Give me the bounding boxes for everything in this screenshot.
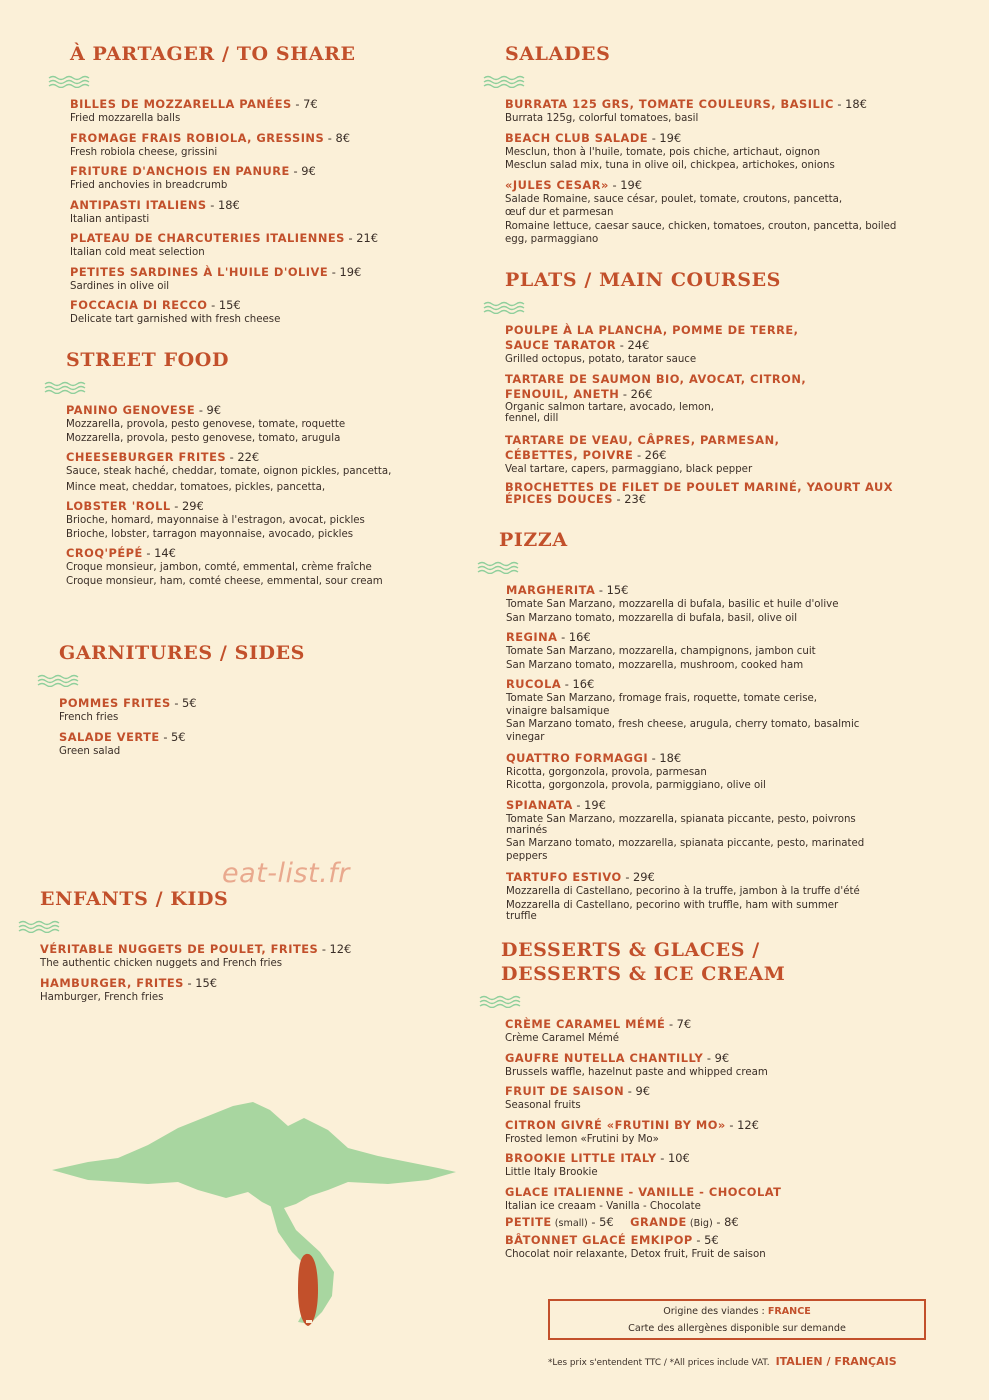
item-desc: Little Italy Brookie	[505, 1167, 598, 1178]
item-name: MARGHERITA	[506, 583, 596, 597]
item-desc: Mozzarella, provola, pesto genovese, tomate, roquette	[66, 419, 346, 430]
item-price: - 5€	[170, 696, 197, 710]
item-price: - 15€	[207, 298, 241, 312]
size-petite-price: - 5€	[587, 1215, 614, 1229]
language-label: ITALIEN / FRANÇAIS	[775, 1355, 897, 1368]
wave-icon	[48, 74, 90, 88]
item-desc: Mesclun salad mix, tuna in olive oil, chickpea, artichokes, onions	[505, 160, 835, 171]
menu-list	[40, 942, 351, 1004]
menu-item	[506, 583, 864, 625]
item-name: RUCOLA	[506, 677, 562, 691]
meat-origin	[550, 1303, 924, 1320]
item-desc: Romaine lettuce, caesar sauce, chicken, tomatoes, crouton, pancetta, boiled	[505, 220, 897, 232]
item-price: - 29€	[621, 870, 655, 884]
item-name: CROQ'PÉPÉ	[66, 546, 143, 560]
item-desc: Fried mozzarella balls	[70, 113, 181, 124]
item-price: - 7€	[665, 1017, 692, 1031]
item-desc: Brioche, homard, mayonnaise à l'estragon, avocat, pickles	[66, 515, 365, 526]
menu-item	[59, 730, 305, 759]
section-pizza	[499, 528, 864, 927]
item-name: BURRATA 125 GRS, TOMATE COULEURS, BASILIC	[505, 97, 834, 111]
menu-item	[70, 198, 378, 227]
menu-item	[505, 1185, 785, 1214]
item-name: PLATEAU DE CHARCUTERIES ITALIENNES	[70, 231, 345, 245]
menu-item	[505, 1233, 785, 1262]
item-price: - 12€	[318, 942, 352, 956]
section-title: STREET FOOD	[66, 349, 230, 371]
menu-item	[506, 630, 864, 672]
item-price: - 19€	[328, 264, 362, 279]
item-price: - 26€	[633, 447, 667, 462]
item-name: FRUIT DE SAISON	[505, 1084, 625, 1098]
item-price: - 23€	[612, 492, 647, 506]
size-options	[505, 1215, 785, 1231]
menu-list	[505, 1017, 785, 1262]
menu-item	[505, 131, 896, 173]
item-desc: Burrata 125g, colorful tomatoes, basil	[505, 113, 699, 124]
menu-item	[506, 751, 864, 793]
item-price: - 15€	[183, 975, 217, 990]
item-name: ÉPICES DOUCES	[505, 492, 613, 506]
origin-value: FRANCE	[767, 1306, 811, 1317]
item-price: - 18€	[833, 97, 867, 111]
tree-surfboard-illustration	[48, 1100, 460, 1332]
item-desc: Sardines in olive oil	[70, 280, 170, 292]
section-desserts	[501, 938, 785, 1267]
item-price: - 9€	[624, 1084, 651, 1098]
section-share	[70, 42, 378, 332]
item-desc: Hamburger, French fries	[40, 991, 164, 1003]
item-price: - 9€	[195, 403, 222, 417]
section-salades	[505, 42, 896, 252]
menu-item	[66, 403, 391, 445]
section-title: GARNITURES / SIDES	[59, 642, 305, 664]
item-price: - 29€	[170, 499, 204, 513]
item-price: - 8€	[324, 130, 351, 145]
wave-icon	[479, 994, 521, 1008]
item-name: TARTARE DE SAUMON BIO, AVOCAT, CITRON,	[505, 371, 807, 386]
item-desc: Sauce, steak haché, cheddar, tomate, oignon pickles, pancetta,	[66, 466, 392, 477]
item-price: - 19€	[608, 177, 642, 192]
item-name: PETITES SARDINES À L'HUILE D'OLIVE	[70, 264, 329, 279]
item-name: GAUFRE NUTELLA CHANTILLY	[505, 1050, 704, 1065]
item-desc: Fried anchovies in breadcrumb	[70, 180, 228, 191]
item-desc: Italian antipasti	[70, 213, 150, 225]
section-title: SALADES	[505, 43, 611, 65]
item-price: - 7€	[291, 97, 318, 111]
info-box	[548, 1299, 926, 1340]
menu-list	[505, 323, 893, 505]
menu-item	[70, 298, 378, 327]
item-name: ANTIPASTI ITALIENS	[70, 197, 207, 212]
item-desc: Veal tartare, capers, parmaggiano, black pepper	[505, 463, 753, 475]
item-name: BÂTONNET GLACÉ EMKIPOP	[505, 1233, 693, 1247]
item-desc: vinegar	[506, 731, 545, 743]
item-name: REGINA	[506, 630, 558, 644]
item-desc: Croque monsieur, jambon, comté, emmental, crème fraîche	[66, 562, 372, 573]
item-desc: Tomate San Marzano, mozzarella, champignons, jambon cuit	[506, 646, 816, 657]
item-price: - 10€	[656, 1151, 690, 1165]
menu-item	[505, 1051, 785, 1080]
item-desc: Organic salmon tartare, avocado, lemon,	[505, 401, 714, 413]
item-name: BROCHETTES DE FILET DE POULET MARINÉ, YAOURT AUX	[505, 480, 893, 494]
item-price: - 9€	[289, 164, 316, 178]
item-desc: Chocolat noir relaxante, Detox fruit, Fruit de saison	[505, 1249, 766, 1260]
item-name: SPIANATA	[506, 797, 573, 812]
item-price: - 19€	[648, 130, 682, 145]
item-desc: Italian cold meat selection	[70, 247, 205, 258]
item-name: FENOUIL, ANETH	[505, 386, 620, 401]
item-price: - 5€	[692, 1233, 719, 1247]
item-desc: Tomate San Marzano, mozzarella di bufala, basilic et huile d'olive	[506, 599, 839, 610]
item-desc: Brioche, lobster, tarragon mayonnaise, avocado, pickles	[66, 528, 354, 540]
menu-item	[40, 976, 351, 1005]
wave-icon	[37, 673, 79, 687]
tree-canopy	[52, 1102, 456, 1210]
section-title: À PARTAGER / TO SHARE	[70, 43, 356, 65]
item-desc: peppers	[506, 851, 548, 862]
item-name: BEACH CLUB SALADE	[505, 130, 649, 145]
item-price: - 19€	[572, 797, 606, 812]
item-desc: Ricotta, gorgonzola, provola, parmiggiano, olive oil	[506, 780, 766, 791]
menu-list	[506, 583, 864, 922]
menu-list	[505, 97, 896, 247]
item-name: QUATTRO FORMAGGI	[506, 750, 649, 765]
item-name: SALADE VERTE	[59, 729, 160, 744]
size-grande: GRANDE	[630, 1215, 687, 1229]
wave-icon	[483, 300, 525, 314]
section-title: PLATS / MAIN COURSES	[505, 269, 781, 291]
menu-item	[505, 323, 893, 367]
item-price: - 16€	[561, 677, 595, 691]
item-desc: Mozzarella di Castellano, pecorino with truffle, ham with summer	[506, 899, 839, 911]
section-street-food	[66, 348, 391, 593]
item-desc: œuf dur et parmesan	[505, 207, 614, 218]
item-desc: Tomate San Marzano, mozzarella, spianata piccante, pesto, poivrons	[506, 813, 856, 825]
item-price: - 15€	[595, 583, 629, 597]
item-name: VÉRITABLE NUGGETS DE POULET, FRITES	[40, 942, 319, 956]
wave-icon	[18, 919, 60, 933]
watermark: eat-list.fr	[222, 858, 350, 889]
size-petite: PETITE	[505, 1215, 552, 1229]
item-desc: Seasonal fruits	[505, 1100, 581, 1111]
item-desc: Salade Romaine, sauce césar, poulet, tomate, croutons, pancetta,	[505, 193, 843, 205]
item-desc: The authentic chicken nuggets and French fries	[40, 958, 283, 969]
menu-item	[505, 1118, 785, 1147]
size-petite-note: (small)	[551, 1218, 588, 1229]
item-desc: Ricotta, gorgonzola, provola, parmesan	[506, 766, 707, 778]
item-desc: Mince meat, cheddar, tomatoes, pickles, pancetta,	[66, 481, 326, 493]
item-desc: Brussels waffle, hazelnut paste and whipped cream	[505, 1066, 768, 1078]
section-title: PIZZA	[499, 529, 568, 551]
menu-item	[505, 481, 893, 505]
item-price: - 12€	[725, 1117, 759, 1132]
section-sides	[59, 641, 305, 763]
menu-item	[505, 372, 893, 424]
section-title: ENFANTS / KIDS	[40, 888, 229, 910]
size-grande-note: (Big)	[686, 1218, 713, 1229]
item-price: - 21€	[344, 231, 378, 245]
vat-note: *Les prix s'entendent TTC / *All prices include VAT.	[548, 1358, 770, 1368]
menu-item	[70, 131, 378, 160]
item-price: - 22€	[226, 450, 260, 464]
item-name: TARTUFO ESTIVO	[506, 870, 622, 884]
size-grande-price: - 8€	[712, 1215, 739, 1229]
item-desc: truffle	[506, 911, 537, 922]
section-kids	[40, 887, 351, 1009]
item-name: LOBSTER 'ROLL	[66, 499, 171, 513]
item-name: FROMAGE FRAIS ROBIOLA, GRESSINS	[70, 130, 325, 145]
item-name: CITRON GIVRÉ «FRUTINI BY MO»	[505, 1117, 726, 1132]
item-name: SAUCE TARATOR	[505, 338, 617, 352]
menu-list	[70, 97, 378, 327]
item-desc: Mozzarella di Castellano, pecorino à la truffe, jambon à la truffe d'été	[506, 886, 860, 897]
menu-item	[70, 97, 378, 126]
item-name: FRITURE D'ANCHOIS EN PANURE	[70, 164, 290, 178]
item-desc: Grilled octopus, potato, tarator sauce	[505, 354, 697, 365]
item-desc: egg, parmaggiano	[505, 234, 599, 245]
item-desc: Frosted lemon «Frutini by Mo»	[505, 1133, 659, 1145]
item-name: GLACE ITALIENNE - VANILLE - CHOCOLAT	[505, 1184, 782, 1199]
item-price: - 18€	[206, 197, 240, 212]
origin-label: Origine des viandes :	[663, 1306, 768, 1317]
wave-icon	[44, 380, 86, 394]
menu-item	[70, 164, 378, 193]
item-name: CÉBETTES, POIVRE	[505, 447, 634, 462]
item-desc: Delicate tart garnished with fresh cheese	[70, 314, 281, 325]
menu-item	[40, 942, 351, 971]
item-desc: vinaigre balsamique	[506, 705, 610, 717]
menu-item	[66, 546, 391, 588]
menu-item	[505, 1151, 785, 1180]
item-price: - 16€	[557, 630, 591, 644]
menu-item	[505, 433, 893, 477]
item-desc: San Marzano tomato, mozzarella, spianata piccante, pesto, marinated	[506, 838, 865, 849]
item-desc: Fresh robiola cheese, grissini	[70, 146, 218, 158]
surfboard-icon	[298, 1254, 318, 1326]
item-desc: Croque monsieur, ham, comté cheese, emmental, sour cream	[66, 575, 383, 587]
menu-item	[505, 1084, 785, 1113]
item-desc: Crème Caramel Mémé	[505, 1033, 620, 1044]
item-desc: San Marzano tomato, mozzarella, mushroom, cooked ham	[506, 659, 804, 671]
item-price: - 5€	[159, 729, 186, 744]
item-desc: Tomate San Marzano, fromage frais, roquette, tomate cerise,	[506, 693, 818, 704]
item-name: «JULES CESAR»	[505, 177, 609, 192]
item-price: - 24€	[616, 338, 650, 352]
item-name: CRÈME CARAMEL MÉMÉ	[505, 1017, 666, 1031]
menu-list	[66, 403, 391, 588]
item-name: PANINO GENOVESE	[66, 403, 196, 417]
item-desc: French fries	[59, 712, 119, 723]
item-desc: fennel, dill	[505, 412, 559, 424]
allergens-note: Carte des allergènes disponible sur demande	[628, 1323, 846, 1334]
menu-item	[506, 798, 864, 863]
item-name: CHEESEBURGER FRITES	[66, 450, 227, 464]
item-price: - 9€	[703, 1050, 730, 1065]
menu-item	[70, 265, 378, 294]
menu-item	[505, 178, 896, 247]
section-main-courses	[505, 268, 893, 510]
item-name: HAMBURGER, FRITES	[40, 975, 184, 990]
item-price: - 26€	[619, 386, 653, 401]
item-name: POULPE À LA PLANCHA, POMME DE TERRE,	[505, 323, 799, 337]
menu-item	[59, 696, 305, 725]
item-name: TARTARE DE VEAU, CÂPRES, PARMESAN,	[505, 432, 780, 447]
menu-item	[506, 870, 864, 922]
menu-item	[70, 231, 378, 260]
item-desc: Italian ice creaam - Vanilla - Chocolate	[505, 1200, 701, 1212]
item-name: BROOKIE LITTLE ITALY	[505, 1151, 657, 1165]
menu-item	[506, 677, 864, 743]
wave-icon	[477, 560, 519, 574]
item-desc: marinés	[506, 825, 548, 836]
wave-icon	[483, 74, 525, 88]
item-price: - 14€	[142, 546, 176, 560]
menu-item	[505, 97, 896, 126]
item-price: - 18€	[648, 750, 682, 765]
item-desc: San Marzano tomato, mozzarella di bufala, basil, olive oil	[506, 612, 798, 624]
item-desc: Mozzarella, provola, pesto genovese, tomato, arugula	[66, 432, 341, 444]
section-title: DESSERTS & GLACES /	[501, 939, 760, 961]
menu-item	[66, 450, 391, 494]
menu-list	[59, 696, 305, 758]
item-name: FOCCACIA DI RECCO	[70, 298, 208, 312]
menu-item	[505, 1017, 785, 1046]
footnote	[548, 1355, 928, 1368]
section-title: DESSERTS & ICE CREAM	[501, 963, 786, 985]
item-desc: Mesclun, thon à l'huile, tomate, pois chiche, artichaut, oignon	[505, 146, 821, 158]
item-name: BILLES DE MOZZARELLA PANÉES	[70, 97, 292, 111]
item-desc: Green salad	[59, 745, 121, 757]
menu-item	[66, 499, 391, 541]
item-name: POMMES FRITES	[59, 696, 171, 710]
item-desc: San Marzano tomato, fresh cheese, arugula, cherry tomato, basalmic	[506, 718, 860, 730]
